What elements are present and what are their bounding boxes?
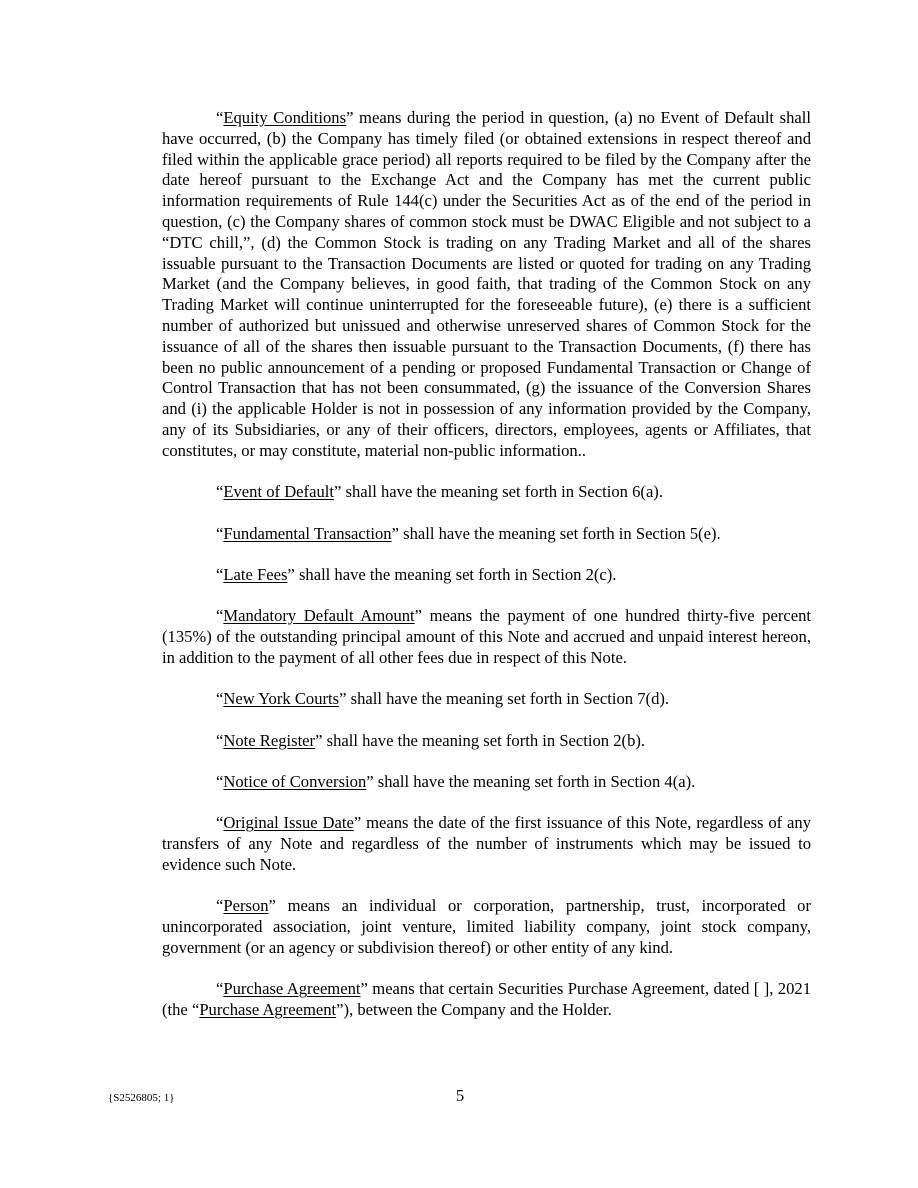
close-quote: ” [268, 896, 276, 916]
defined-term: Equity Conditions [223, 108, 347, 127]
definition-notice-of-conversion [162, 772, 811, 793]
definition-text: means the date of the first issuance of this Note, regardless of any transfers of any Note and regardless of the number of instruments which may be issued to evidence such Note. [162, 813, 811, 875]
defined-term: Person [223, 896, 269, 916]
definition-text: shall have the meaning set forth in Section 7(d). [346, 689, 670, 709]
close-quote: ” [414, 606, 423, 626]
definition-equity-conditions [162, 108, 811, 462]
open-quote: “ [216, 523, 224, 543]
open-quote: “ [216, 772, 224, 792]
definition-text: shall have the meaning set forth in Section 4(a). [373, 772, 696, 792]
close-quote: ” [391, 523, 399, 543]
defined-term: New York Courts [223, 689, 340, 709]
definition-late-fees [162, 565, 811, 586]
open-quote: “ [216, 689, 224, 709]
open-quote: “ [216, 606, 224, 626]
definition-text: shall have the meaning set forth in Section 6(a). [341, 482, 663, 502]
open-quote: “ [216, 896, 224, 916]
defined-term: Notice of Conversion [223, 772, 367, 792]
open-quote: “ [216, 813, 224, 833]
close-quote: ” [346, 108, 354, 127]
defined-term: Fundamental Transaction [223, 523, 392, 543]
definition-text: shall have the meaning set forth in Section 2(c). [294, 564, 617, 584]
definition-text-end: ”), between the Company and the Holder. [336, 1000, 612, 1020]
definition-person [162, 896, 811, 958]
definition-purchase-agreement [162, 979, 811, 1021]
definition-new-york-courts [162, 689, 811, 710]
defined-term: Note Register [223, 730, 316, 750]
definition-text: means the payment of one hundred thirty-five percent (135%) of the outstanding principal amount of this Note and accrued and unpaid interest hereon, in addition to the payment of all other fees due in respect of this Note. [162, 606, 812, 667]
definition-text: shall have the meaning set forth in Section 2(b). [322, 730, 646, 750]
close-quote: ” [315, 730, 323, 750]
document-id: {S2526805; 1} [108, 1092, 175, 1104]
close-quote: ” [353, 813, 362, 833]
page-number: 5 [455, 1086, 465, 1105]
open-quote: “ [216, 730, 224, 750]
defined-term-repeat: Purchase Agreement [199, 1000, 337, 1020]
defined-term: Event of Default [223, 482, 334, 502]
open-quote: “ [216, 108, 224, 127]
definition-text: means during the period in question, (a) no Event of Default shall have occurred, (b) the Company has timely filed (or obtained extensions in respect thereof and filed within the applicable grace period) all reports required to be filed by the Company after the date hereof pursuant to the Exchange Act and the Company has met the current public information requirements of Rule 144(c) under the Securities Act as of the end of the period in question, (c) the Company shares of common stock must be DWAC Eligible and not subject to a “DTC chill,”, (d) the Common Stock is trading on any Trading Market and all of the shares issuable pursuant to the Transaction Documents are listed or quoted for trading on any Trading Market (and the Company believes, in good faith, that trading of the Common Stock on any Trading Market will continue uninterrupted for the foreseeable future), (e) there is a sufficient number of authorized but unissued and otherwise unreserved shares of Common Stock for the issuance of all of the shares then issuable pursuant to the Transaction Documents, (f) there has been no public announcement of a pending or proposed Fundamental Transaction or Change of Control Transaction that has not been consummated, (g) the issuance of the Conversion Shares and (i) the applicable Holder is not in possession of any information provided by the Company, any of its Subsidiaries, or any of their officers, directors, employees, agents or Affiliates, that constitutes, or may constitute, material non-public information.. [162, 108, 811, 460]
close-quote: ” [366, 772, 374, 792]
definition-text: means that certain Securities Purchase Agreement, dated [ ], 2021 (the “ [162, 979, 811, 1020]
close-quote: ” [333, 482, 342, 502]
defined-term: Purchase Agreement [223, 979, 361, 999]
defined-term: Late Fees [223, 564, 288, 584]
definition-text: means an individual or corporation, partnership, trust, incorporated or unincorporated association, joint venture, limited liability company, joint stock company, government (or an agency or subdivision thereof) or other entity of any kind. [162, 896, 811, 958]
open-quote: “ [216, 482, 224, 502]
definition-event-of-default [162, 482, 811, 503]
open-quote: “ [216, 564, 224, 584]
definition-note-register [162, 731, 811, 752]
definition-fundamental-transaction [162, 524, 811, 545]
definition-text: shall have the meaning set forth in Section 5(e). [398, 523, 721, 543]
defined-term: Original Issue Date [223, 813, 354, 833]
definition-mandatory-default-amount [162, 606, 811, 668]
close-quote: ” [287, 564, 295, 584]
definition-original-issue-date [162, 813, 811, 875]
open-quote: “ [216, 979, 224, 999]
defined-term: Mandatory Default Amount [223, 606, 415, 626]
close-quote: ” [339, 689, 347, 709]
close-quote: ” [360, 979, 368, 999]
document-body [162, 108, 811, 1021]
